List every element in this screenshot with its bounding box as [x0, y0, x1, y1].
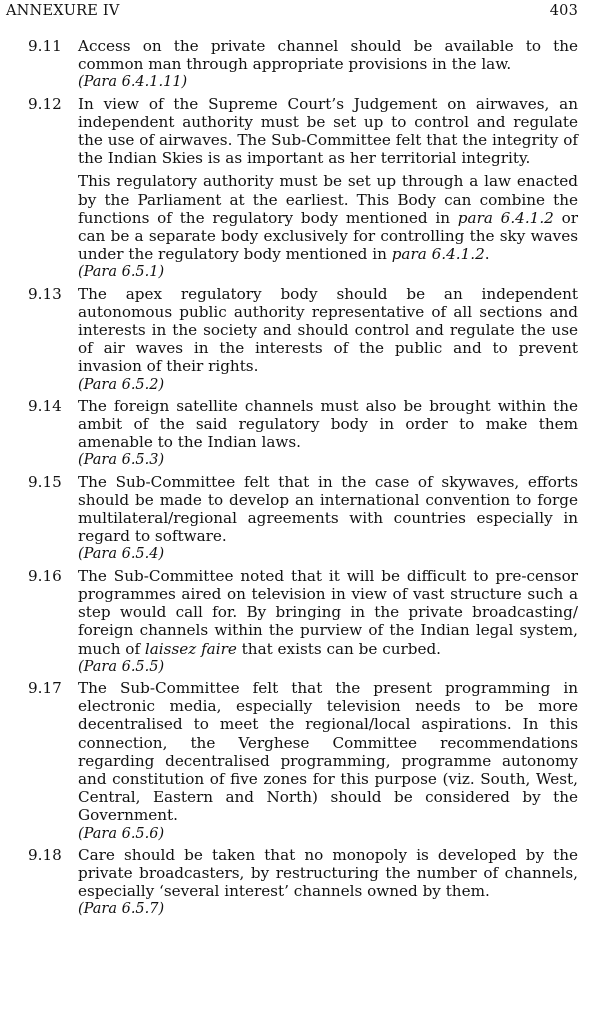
recommendations-list — [6, 37, 578, 919]
paragraph-text: The foreign satellite channels must also be brought within the ambit of the said regulatory body in order to make them amenable to the Indian laws. — [78, 396, 578, 452]
recommendation-item — [6, 473, 578, 564]
para-reference: (Para 6.5.6) — [78, 825, 165, 842]
item-number: 9.16 — [28, 566, 62, 585]
item-number: 9.13 — [28, 284, 62, 303]
item-paragraph — [78, 679, 578, 825]
recommendation-item — [6, 846, 578, 919]
annexure-title: ANNEXURE IV — [6, 3, 120, 19]
item-body — [78, 285, 578, 394]
item-number: 9.15 — [28, 472, 62, 491]
item-body — [78, 473, 578, 564]
recommendation-item — [6, 95, 578, 282]
item-body — [78, 679, 578, 843]
emphasis-text: para 6.4.1.2 — [457, 208, 554, 227]
paragraph-text: The Sub-Committee noted that it will be difficult to pre-censor programmes aired on television in view of vast structure such a step would call for. By bringing in the private broadcasting/ foreign channels within the purview of the Indian legal system, much of — [78, 566, 578, 658]
paragraph-text: Access on the private channel should be available to the common man through appropriate provisions in the law. — [78, 37, 578, 74]
item-paragraph — [78, 37, 578, 73]
para-reference: (Para 6.5.7) — [78, 901, 165, 918]
recommendation-item — [6, 37, 578, 92]
item-paragraph — [78, 846, 578, 901]
item-body — [78, 37, 578, 92]
item-paragraph — [78, 95, 578, 168]
page-number: 403 — [549, 3, 578, 19]
para-reference: (Para 6.5.2) — [78, 376, 165, 393]
recommendation-item — [6, 679, 578, 843]
item-body — [78, 567, 578, 676]
para-reference: (Para 6.5.1) — [78, 264, 165, 281]
paragraph-text: This regulatory authority must be set up through a law enacted by the Parliament at the earliest. This Body can combine the functions of the regulatory body mentioned in — [78, 172, 578, 227]
item-paragraph — [78, 473, 578, 546]
item-body — [78, 95, 578, 282]
recommendation-item — [6, 567, 578, 676]
item-body — [78, 846, 578, 919]
item-number: 9.18 — [28, 845, 62, 864]
item-number: 9.17 — [28, 678, 62, 697]
recommendation-item — [6, 285, 578, 394]
paragraph-text: The apex regulatory body should be an independent autonomous public authority representative of all sections and interests in the society and should control and regulate the use of air waves in the interests of the public and to prevent invasion of their rights. — [78, 284, 578, 376]
paragraph-text: . — [484, 245, 490, 264]
item-number: 9.11 — [28, 37, 62, 55]
recommendation-item — [6, 397, 578, 470]
para-reference: (Para 6.5.3) — [78, 452, 165, 469]
item-number: 9.14 — [28, 396, 62, 415]
paragraph-text: The Sub-Committee felt that in the case of skywaves, efforts should be made to develop an international convention to forge multilateral/regional agreements with countries especially in regard to software. — [78, 472, 578, 546]
item-paragraph — [78, 172, 578, 263]
item-paragraph — [78, 397, 578, 452]
paragraph-text: The Sub-Committee felt that the present programming in electronic media, especially television needs to be more decentralised to meet the regional/local aspirations. In this connection, the Verghese Committee recommendations regarding decentralised programming, programme autonomy and constitution of five zones for this purpose (viz. South, West, Central, Eastern and North) should be considered by the Government. — [78, 678, 578, 825]
item-body — [78, 397, 578, 470]
paragraph-text: or can be a separate body exclusively for controlling the sky waves under the regulatory body mentioned in — [78, 208, 578, 264]
emphasis-text: laissez faire — [144, 639, 237, 658]
paragraph-text: that exists can be curbed. — [236, 639, 442, 658]
para-reference: (Para 6.4.1.11) — [78, 74, 188, 91]
item-number: 9.12 — [28, 94, 62, 113]
para-reference: (Para 6.5.4) — [78, 546, 165, 563]
emphasis-text: para 6.4.1.2 — [391, 245, 485, 264]
running-header — [6, 3, 578, 29]
para-reference: (Para 6.5.5) — [78, 658, 165, 675]
paragraph-text: Care should be taken that no monopoly is developed by the private broadcasters, by restructuring the number of channels, especially ‘several interest’ channels owned by them. — [78, 845, 578, 901]
paragraph-text: In view of the Supreme Court’s Judgement on airwaves, an independent authority must be set up to control and regulate the use of airwaves. The Sub-Committee felt that the integrity of the Indian Skies is as important as her territorial integrity. — [78, 94, 578, 168]
item-paragraph — [78, 567, 578, 658]
item-paragraph — [78, 285, 578, 376]
